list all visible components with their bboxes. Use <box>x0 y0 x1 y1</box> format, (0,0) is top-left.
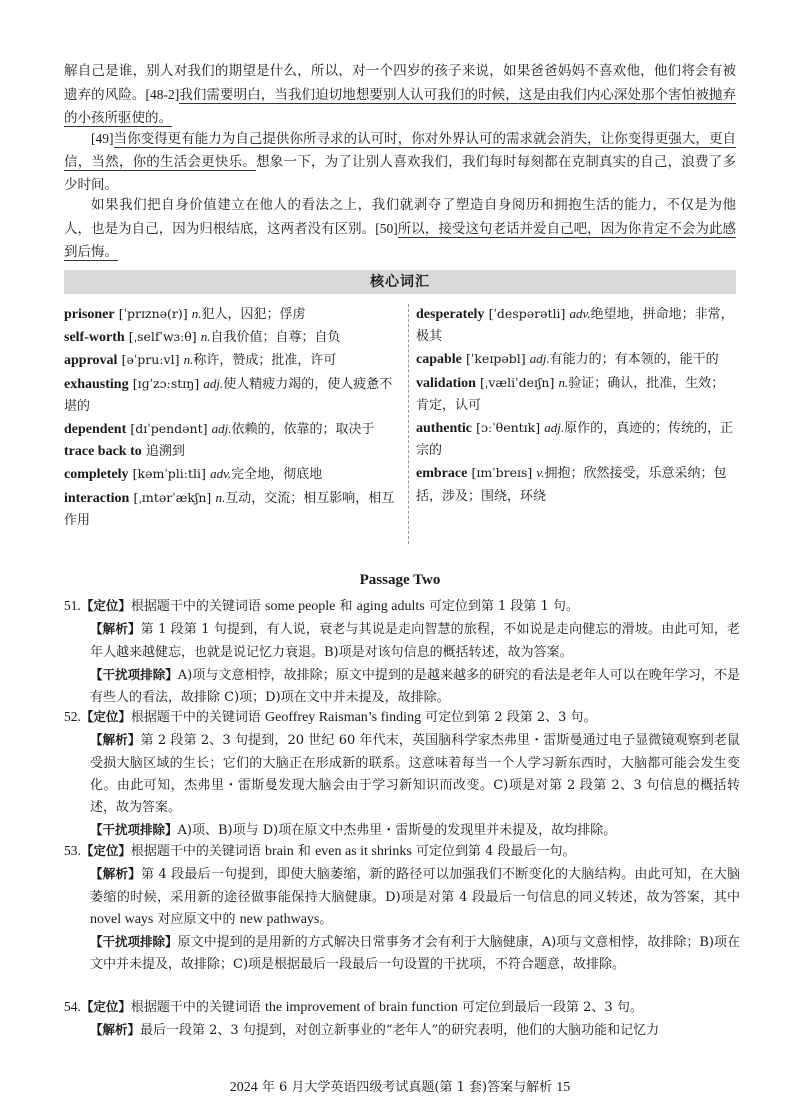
vocab-entry <box>416 462 736 507</box>
analysis-text: 对应原文中的 <box>153 911 240 927</box>
distractor-tag: 【干扰项排除】 <box>90 666 178 682</box>
keyword: aging adults <box>356 599 425 614</box>
vocab-pos: n. <box>200 329 211 345</box>
analysis-text: 最后一段第 2、3 句提到，对创立新事业的“老年人”的研究表明，他们的大脑功能和记忆力 <box>140 1023 660 1039</box>
vocab-def: 完全地，彻底地 <box>231 467 323 483</box>
footer-title: 年 6 月大学英语四级考试真题(第 1 套)答案与解析 <box>257 1080 557 1095</box>
vocab-word: trace back to <box>64 444 142 460</box>
vocab-def: 有能力的；有本领的，能干的 <box>549 352 719 368</box>
intro-p1-text: 解自己是谁，别人对我们的期望是什么，所以，对一个四岁的孩子来说，如果爸爸妈妈不喜欢他，他们将会有被遗弃的风险。 <box>64 63 736 103</box>
vocab-pos: n. <box>191 306 202 321</box>
keyword: brain <box>265 844 294 859</box>
vocab-phonetic: [dɪˈpendənt] <box>130 421 208 437</box>
locate-tag: 【定位】 <box>80 843 131 858</box>
locate-tag: 【定位】 <box>80 999 131 1014</box>
vocab-phonetic: [kəmˈpliːtli] <box>132 466 206 482</box>
keyword: the improvement of brain function <box>265 1000 458 1015</box>
vocab-pos: adj. <box>544 420 565 436</box>
locate-text: 可定位到第 2 段第 2、3 句。 <box>421 710 597 725</box>
locate-text: 可定位到第 1 段第 1 句。 <box>424 599 579 614</box>
vocab-word: interaction <box>64 490 130 506</box>
reference-50: [50] <box>375 221 398 236</box>
distractor-tag: 【干扰项排除】 <box>90 822 178 838</box>
distractor-text: A)项与文意相悖，故排除；原文中提到的是越来越多的研究的看法是老年人可以在晚年学习，不是有些人的看法，故排除 C)项；D)项在文中并未提及，故排除。 <box>90 667 740 706</box>
analysis-tag: 【解析】 <box>90 621 141 637</box>
footer-year: 2024 <box>229 1080 258 1095</box>
keyword: even as it shrinks <box>315 844 412 859</box>
keyword: novel ways <box>90 911 154 927</box>
reference-49: [49] <box>91 131 114 146</box>
vocab-def: 绝望地，拼命地；非常，极其 <box>416 307 734 345</box>
locate-tag: 【定位】 <box>80 598 131 613</box>
vocab-phonetic: [ɪɡˈzɔːstɪŋ] <box>132 375 200 391</box>
vocab-word: capable <box>416 352 462 368</box>
vocab-phonetic: [ˌvæliˈdeɪʃn] <box>480 374 555 390</box>
vocab-pos: n. <box>558 374 569 390</box>
vocab-phonetic: [ˈkeɪpəbl] <box>466 351 526 367</box>
vocab-pos: adj. <box>529 351 550 367</box>
vocab-entry <box>416 348 736 371</box>
vocab-phonetic: [ˈdespərətli] <box>488 306 566 321</box>
question-number: 51. <box>64 598 81 613</box>
locate-text: 和 <box>293 844 316 859</box>
vocab-pos: adv. <box>210 466 232 482</box>
vocab-entry <box>416 417 736 462</box>
vocab-def: 称许，赞成；批准，许可 <box>193 353 337 369</box>
vocab-pos: v. <box>536 465 545 481</box>
vocab-entry <box>64 303 402 326</box>
vocab-word: prisoner <box>64 307 115 322</box>
analysis-text: 第 2 段第 2、3 句提到，20 世纪 60 年代末，英国脑科学家杰弗里・雷斯曼通过电子显微镜观察到老鼠受损大脑区域的生长；它们的大脑正在形成新的联系。这意味着每当一个人学习新东西时，大脑都可能会发生变化。由此可知，杰弗里・雷斯曼发现大脑会由于学习新知识而改变。C)项是对第 2 段第 2、3 句信息的概括转述，故为答案。 <box>90 733 740 816</box>
vocab-pos: adv. <box>569 306 591 321</box>
locate-text: 根据题干中的关键词语 <box>130 1000 266 1015</box>
vocab-pos: adj. <box>203 375 224 391</box>
vocab-entry <box>64 487 402 532</box>
vocab-phonetic: [ˌselfˈwɜːθ] <box>128 329 197 345</box>
vocab-pos: adj. <box>211 421 232 437</box>
locate-text: 和 <box>335 599 357 614</box>
locate-tag: 【定位】 <box>80 709 131 724</box>
vocab-def: 犯人，囚犯；俘虏 <box>201 307 306 322</box>
question-54 <box>64 996 740 1043</box>
question-52 <box>64 706 740 843</box>
vocab-def: 互动，交流；相互影响，相互作用 <box>64 490 395 528</box>
vocab-phonetic: [ɪmˈbreɪs] <box>471 465 533 481</box>
locate-text: 可定位到最后一段第 2、3 句。 <box>457 1000 643 1015</box>
keyword: Geoffrey Raisman’s finding <box>265 710 422 725</box>
vocab-word: approval <box>64 353 118 369</box>
distractor-text: A)项、B)项与 D)项在原文中杰弗里・雷斯曼的发现里并未提及，故均排除。 <box>177 823 617 839</box>
analysis-text: 第 4 段最后一句提到，即使大脑萎缩，新的路径可以加强我们不断变化的大脑结构。由此可知，在大脑萎缩的时候，采用新的途径做事能保持大脑健康。D)项是对第 4 段最后一句信息的同义转述，故为答案，其中 <box>90 867 740 905</box>
vocab-def: 原作的，真迹的；传统的，正宗的 <box>416 421 734 459</box>
vocab-entry <box>64 349 402 372</box>
vocab-word: embrace <box>416 466 468 482</box>
intro-paragraph-3 <box>64 194 736 264</box>
vocab-def: 使人精疲力竭的，使人疲惫不堪的 <box>64 376 393 414</box>
vocab-word: dependent <box>64 422 127 438</box>
analysis-tag: 【解析】 <box>90 866 141 882</box>
intro-p2-underlined: 当你变得更有能力为自己提供你所寻求的认可时，你对外界认可的需求就会消失，让你变得更强大，更自信，当然，你的生活会更快乐。 <box>64 131 736 170</box>
keyword: some people <box>265 599 336 614</box>
vocab-entry <box>64 326 402 349</box>
vocab-entry <box>416 372 736 417</box>
vocab-def: 自我价值；自尊；自负 <box>210 330 341 346</box>
locate-text: 根据题干中的关键词语 <box>130 844 266 859</box>
vocab-phonetic: [ɔːˈθentɪk] <box>476 420 541 436</box>
vocab-word: validation <box>416 375 476 391</box>
vocab-phonetic: [ˌɪntərˈækʃn] <box>133 489 212 505</box>
intro-p3-text: 如果我们把自身价值建立在他人的看法之上，我们就剥夺了塑造自身阅历和拥抱生活的能力，不仅是为他人，也是为自己，因为归根结底，这两者没有区别。 <box>64 197 736 237</box>
vocab-word: exhausting <box>64 376 129 392</box>
vocab-word: self-worth <box>64 330 125 346</box>
analysis-tag: 【解析】 <box>90 732 141 748</box>
question-number: 53. <box>64 843 81 858</box>
vocab-entry <box>64 418 402 441</box>
analysis-text: 。 <box>319 911 333 927</box>
question-number: 52. <box>64 709 81 724</box>
intro-paragraph-2 <box>64 127 736 197</box>
distractor-tag: 【干扰项排除】 <box>90 934 178 950</box>
vocab-entry <box>64 373 402 418</box>
locate-text: 根据题干中的关键词语 <box>130 599 266 614</box>
vocab-phonetic: [əˈpruːvl] <box>121 352 180 368</box>
vocab-entry <box>416 303 736 348</box>
passage-title: Passage Two <box>359 572 441 588</box>
distractor-text: 原文中提到的是用新的方式解决日常事务才会有利于大脑健康，A)项与文意相悖，故排除；B)项在文中并未提及，故排除；C)项是根据最后一段最后一句设置的干扰项，不符合题意，故排除。 <box>90 935 740 973</box>
vocab-def: 验证；确认，批准，生效；肯定，认可 <box>416 375 725 413</box>
vocab-entry <box>64 463 402 486</box>
vocab-column-divider <box>408 304 409 544</box>
vocab-column-right <box>416 303 736 508</box>
intro-paragraph-1 <box>64 60 736 130</box>
page-footer <box>0 1076 800 1096</box>
intro-p2-text: 想象一下，为了让别人喜欢我们，我们每时每刻都在克制真实的自己，浪费了多少时间。 <box>64 154 736 193</box>
vocab-pos: n. <box>215 489 226 505</box>
page-number: 15 <box>556 1080 571 1095</box>
question-number: 54. <box>64 999 81 1014</box>
locate-text: 根据题干中的关键词语 <box>130 710 266 725</box>
intro-p3-underlined: 所以，接受这句老话并爱自己吧，因为你肯定不会为此感到后悔。 <box>64 221 736 260</box>
vocab-def: 拥抱；欣然接受，乐意采纳；包括，涉及；围绕，环绕 <box>416 466 727 504</box>
vocab-phonetic: [ˈprɪznə(r)] <box>118 306 188 321</box>
question-51 <box>64 595 740 709</box>
locate-text: 可定位到第 4 段最后一句。 <box>411 844 576 859</box>
analysis-tag: 【解析】 <box>90 1022 141 1038</box>
vocab-section-title: 核心词汇 <box>64 270 736 294</box>
vocab-word: completely <box>64 467 129 483</box>
reference-48-2: [48-2] <box>145 87 180 102</box>
keyword: new pathways <box>239 911 320 927</box>
analysis-text: 第 1 段第 1 句提到，有人说，衰老与其说是走向智慧的旅程，不如说是走向健忘的滑坡。由此可知，老年人越来越健忘，也就是说记忆力衰退。B)项是对该句信息的概括转述，故为答案。 <box>90 622 740 660</box>
vocab-pos: n. <box>183 352 194 368</box>
vocab-def: 追溯到 <box>145 444 185 460</box>
question-53 <box>64 840 740 977</box>
vocab-def: 依赖的，依靠的；取决于 <box>231 422 375 438</box>
vocab-word: authentic <box>416 421 472 437</box>
vocab-entry <box>64 441 402 463</box>
intro-p1-underlined: 我们需要明白，当我们迫切地想要别人认可我们的时候，这是由我们内心深处那个害怕被抛弃的小孩所驱使的。 <box>64 87 737 126</box>
vocab-word: desperately <box>416 307 485 322</box>
vocab-column-left <box>64 303 402 532</box>
